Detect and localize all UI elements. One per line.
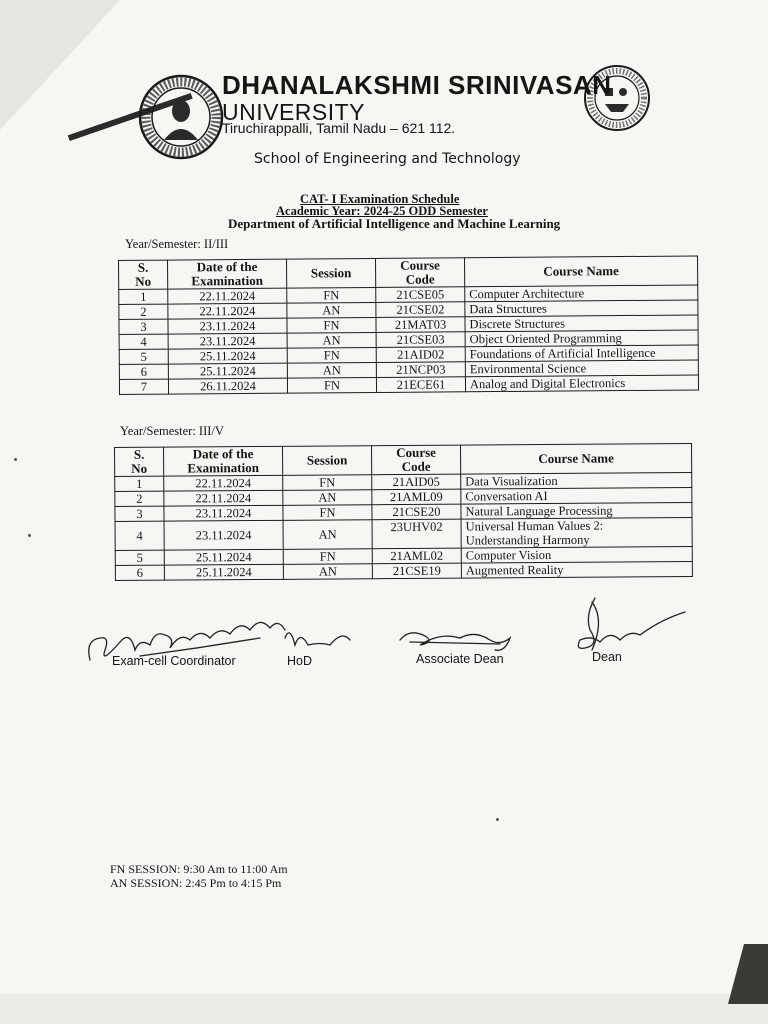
cell-sno: 5	[119, 349, 168, 364]
cell-session: AN	[287, 302, 376, 318]
year-semester-label: Year/Semester: III/V	[120, 424, 224, 438]
cell-date: 23.11.2024	[168, 333, 287, 349]
cell-sno: 6	[115, 565, 164, 580]
cell-course-name: Computer Architecture	[465, 285, 698, 302]
column-header-course-name: Course Name	[460, 443, 691, 474]
cell-session: FN	[283, 505, 372, 521]
cell-date: 26.11.2024	[168, 378, 287, 394]
cell-session: AN	[287, 332, 376, 348]
cell-session: FN	[287, 317, 376, 333]
schedule-table-semester-5	[114, 443, 693, 581]
table-row	[115, 517, 692, 550]
cell-session: FN	[283, 549, 372, 565]
cell-code: 21CSE19	[372, 563, 461, 579]
cell-sno: 4	[115, 521, 164, 550]
cell-course-name: Conversation AI	[461, 487, 692, 504]
column-header-sno: S. No	[115, 447, 164, 476]
cell-code: 21ECE61	[376, 377, 465, 393]
cell-sno: 1	[119, 289, 168, 304]
year-semester-label: Year/Semester: II/III	[125, 237, 229, 251]
cell-course-name: Augmented Reality	[461, 561, 692, 578]
signature-label-associate-dean: Associate Dean	[416, 652, 504, 666]
column-header-date: Date of the Examination	[164, 446, 283, 476]
speck	[28, 534, 31, 537]
page-corner-fold	[0, 0, 120, 130]
an-session-text: AN SESSION: 2:45 Pm to 4:15 Pm	[110, 876, 282, 890]
cell-course-name: Data Structures	[465, 300, 698, 317]
cell-session: AN	[283, 520, 372, 550]
cell-sno: 4	[119, 334, 168, 349]
column-header-code: Course Code	[375, 258, 464, 288]
schedule-table-semester-3	[118, 255, 699, 395]
cell-date: 22.11.2024	[164, 490, 283, 506]
cell-code: 21MAT03	[376, 317, 465, 333]
cell-code: 21AML02	[372, 548, 461, 564]
cell-session: FN	[283, 475, 372, 491]
page-bottom-edge	[0, 994, 768, 1024]
cell-date: 25.11.2024	[168, 348, 287, 364]
university-seal-icon	[138, 74, 224, 160]
speck	[14, 458, 17, 461]
table-header-row	[119, 256, 698, 290]
cell-sno: 2	[119, 304, 168, 319]
cell-sno: 5	[115, 550, 164, 565]
cell-sno: 3	[115, 506, 164, 521]
speck	[496, 818, 499, 821]
school-name: School of Engineering and Technology	[254, 151, 521, 167]
cell-date: 25.11.2024	[168, 363, 287, 379]
session-timings	[110, 862, 288, 890]
cell-code: 23UHV02	[372, 519, 461, 549]
cell-sno: 7	[119, 379, 168, 394]
cell-course-name: Foundations of Artificial Intelligence	[465, 345, 698, 362]
column-header-session: Session	[282, 446, 371, 476]
cell-course-name: Computer Vision	[461, 546, 692, 563]
table-header-row	[115, 443, 692, 476]
cell-session: AN	[283, 490, 372, 506]
cell-date: 23.11.2024	[164, 505, 283, 521]
cell-code: 21NCP03	[376, 362, 465, 378]
background-corner	[728, 944, 768, 1004]
column-header-sno: S. No	[119, 260, 168, 289]
cell-sno: 2	[115, 491, 164, 506]
exam-title: CAT- I Examination Schedule	[300, 192, 460, 206]
cell-session: AN	[287, 362, 376, 378]
academic-year: Academic Year: 2024-25 ODD Semester	[276, 204, 488, 218]
column-header-course-name: Course Name	[464, 256, 697, 287]
cell-sno: 1	[115, 476, 164, 491]
cell-course-name: Data Visualization	[461, 472, 692, 489]
cell-code: 21CSE05	[376, 287, 465, 303]
signature-label-coordinator: Exam-cell Coordinator	[112, 654, 236, 668]
fn-session-text: FN SESSION: 9:30 Am to 11:00 Am	[110, 862, 288, 876]
cell-session: FN	[287, 347, 376, 363]
university-name: DHANALAKSHMI SRINIVASAN	[222, 70, 612, 100]
cell-date: 23.11.2024	[168, 318, 287, 334]
signature-label-hod: HoD	[287, 654, 313, 668]
column-header-date: Date of the Examination	[168, 259, 287, 289]
signature-label-dean: Dean	[592, 650, 622, 664]
cell-sno: 3	[119, 319, 168, 334]
cell-code: 21AML09	[372, 489, 461, 505]
cell-session: FN	[287, 377, 376, 393]
cell-date: 25.11.2024	[164, 564, 283, 580]
cell-session: AN	[283, 564, 372, 580]
cell-course-name: Analog and Digital Electronics	[465, 375, 698, 392]
cell-code: 21CSE02	[376, 302, 465, 318]
cell-date: 22.11.2024	[164, 475, 283, 491]
cell-code: 21AID02	[376, 347, 465, 363]
cell-course-name: Discrete Structures	[465, 315, 698, 332]
department-name: Department of Artificial Intelligence and Machine Learning	[228, 216, 561, 231]
university-subtitle: UNIVERSITY	[222, 99, 366, 125]
column-header-code: Course Code	[371, 445, 460, 475]
university-location: Tiruchirappalli, Tamil Nadu – 621 112.	[222, 120, 456, 136]
cell-course-name: Natural Language Processing	[461, 502, 692, 519]
cell-date: 23.11.2024	[164, 520, 283, 550]
cell-date: 25.11.2024	[164, 549, 283, 565]
cell-code: 21CSE20	[372, 504, 461, 520]
cell-code: 21CSE03	[376, 332, 465, 348]
cell-course-name: Universal Human Values 2: Understanding Harmony	[461, 517, 692, 548]
cell-date: 22.11.2024	[168, 303, 287, 319]
cell-session: FN	[287, 287, 376, 303]
cell-course-name: Object Oriented Programming	[465, 330, 698, 347]
cell-sno: 6	[119, 364, 168, 379]
cell-course-name: Environmental Science	[465, 360, 698, 377]
column-header-session: Session	[286, 258, 375, 288]
cell-date: 22.11.2024	[168, 288, 287, 304]
cell-code: 21AID05	[372, 474, 461, 490]
